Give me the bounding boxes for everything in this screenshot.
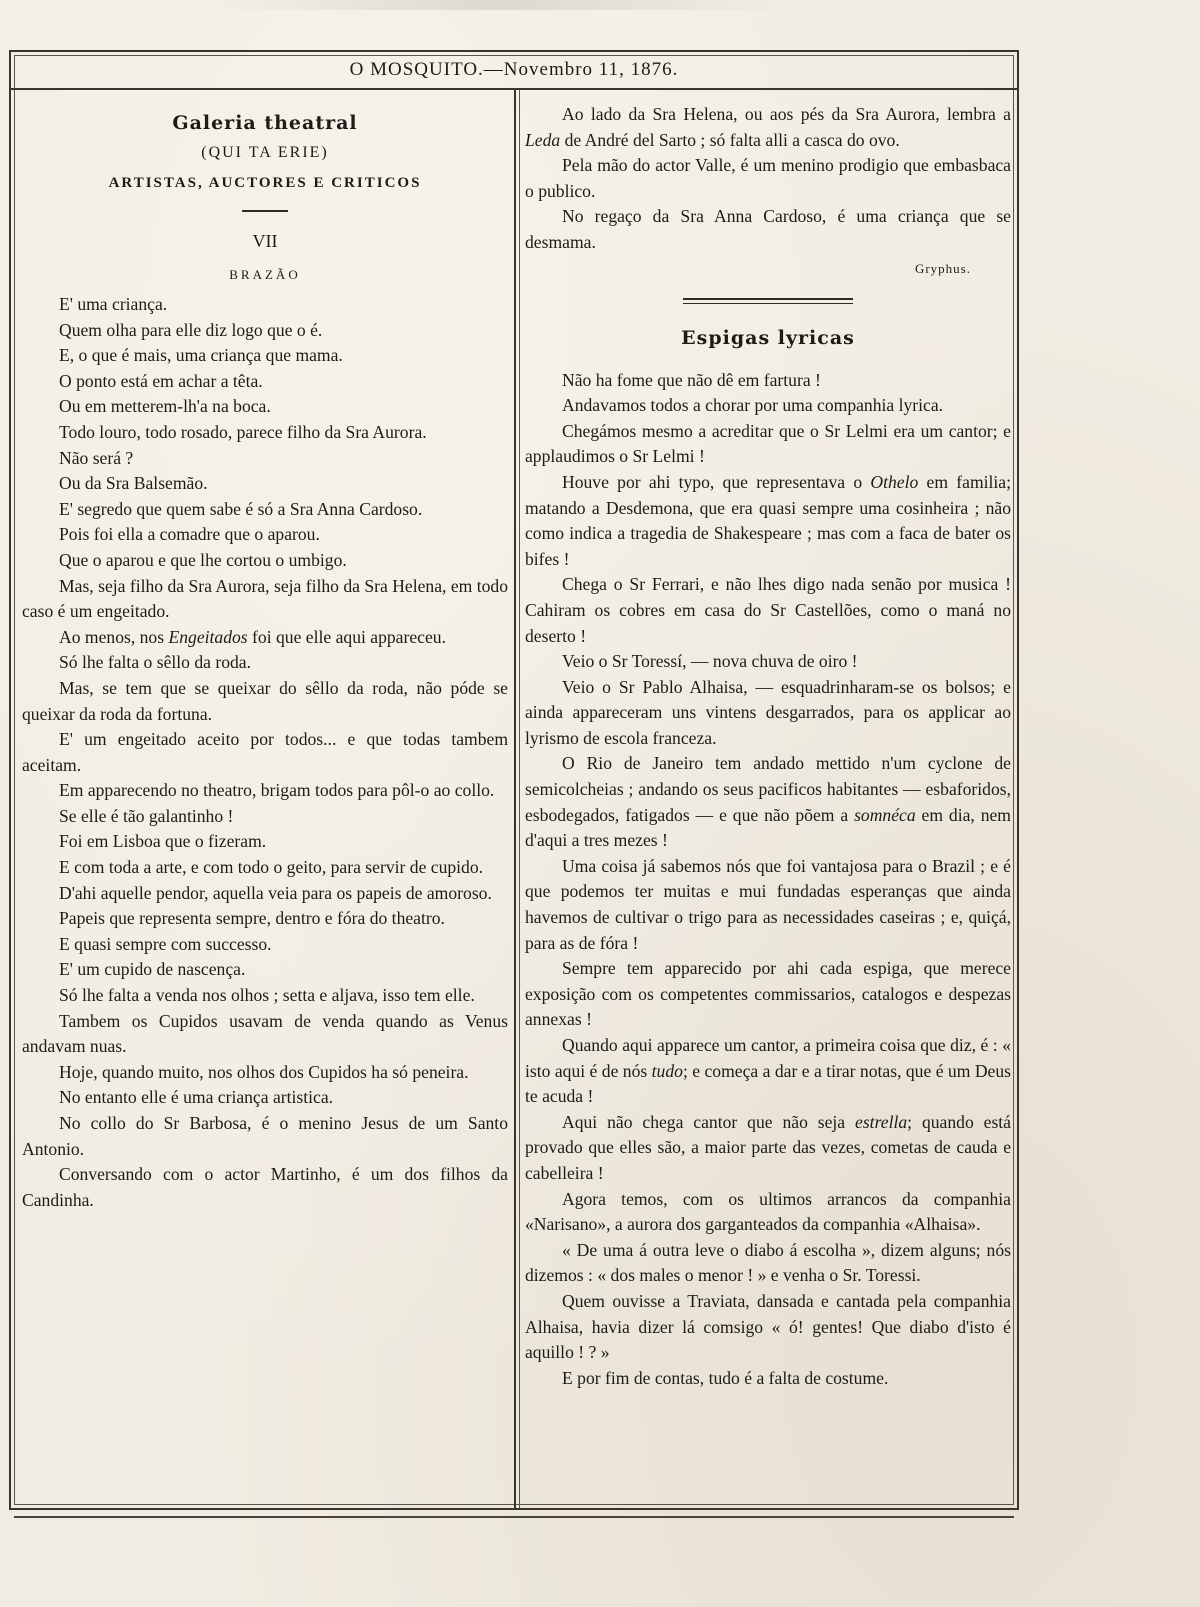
paragraph: Só lhe falta o sêllo da roda. [59, 652, 252, 673]
paragraph: E' uma criança. [59, 294, 168, 314]
text-run: O Rio de Janeiro tem andado mettido n'um cyclone de semicolcheias ; andando os seus pacificos habitantes — esbaforidos, esbodegados, fatigados — e que não põem a [525, 753, 1011, 825]
paragraph: Não ha fome que não dê em fartura ! [562, 369, 821, 390]
paragraph: Tambem os Cupidos usavam de venda quando as Venus andavam nuas. [22, 1010, 508, 1057]
paragraph: Andavamos todos a chorar por uma companhia lyrica. [562, 395, 944, 416]
paragraph [525, 1033, 1011, 1110]
series-label: (QUI TA ERIE) [201, 144, 329, 161]
paragraph: No regaço da Sra Anna Cardoso, é uma criança que se desmama. [525, 206, 1011, 252]
paragraph [525, 102, 1011, 153]
paragraph: Só lhe falta a venda nos olhos ; setta e aljava, isso tem elle. [59, 985, 475, 1006]
paragraph: Chega o Sr Ferrari, e não lhes digo nada senão por musica ! Cahiram os cobres em casa do Sr Castellões, como o maná no deserto ! [525, 574, 1011, 646]
paragraph: Foi em Lisboa que o fizeram. [59, 831, 267, 852]
paragraph: E quasi sempre com successo. [59, 933, 272, 954]
italic-word: tudo [651, 1060, 683, 1081]
paragraph: Ou da Sra Balsemão. [59, 473, 208, 494]
section-title: Galeria theatral [172, 112, 358, 134]
paragraph: Ou em metterem-lh'a na boca. [59, 396, 271, 417]
paragraph: E' um cupido de nascença. [59, 959, 246, 980]
paragraph [525, 1110, 1011, 1187]
paragraph: Se elle é tão galantinho ! [59, 805, 234, 826]
paragraph: Papeis que representa sempre, dentro e fóra do theatro. [59, 908, 445, 929]
bleed-through-mark [200, 0, 800, 10]
paragraph: Não será ? [59, 447, 134, 468]
paragraph: « De uma á outra leve o diabo á escolha », dizem alguns; nós dizemos : « dos males o menor ! » e venha o Sr. Toressi. [525, 1239, 1011, 1286]
column-divider [514, 90, 516, 1508]
paragraph: Mas, se tem que se queixar do sêllo da roda, não póde se queixar da roda da fortuna. [22, 677, 508, 724]
bottom-rule [14, 1516, 1014, 1518]
left-column [22, 102, 508, 1213]
text-run: de André del Sarto ; só falta alli a casca do ovo. [560, 129, 900, 150]
paragraph: Chegámos mesmo a acreditar que o Sr Lelmi era um cantor; e applaudimos o Sr Lelmi ! [525, 420, 1011, 467]
paragraph: Veio o Sr Pablo Alhaisa, — esquadrinharam-se os bolsos; e ainda appareceram uns vintens desgarrados, para os applicar ao lyrismo de escola franceza. [525, 676, 1011, 748]
paragraph: Todo louro, todo rosado, parece filho da Sra Aurora. [59, 421, 427, 442]
paragraph: E por fim de contas, tudo é a falta de costume. [562, 1367, 889, 1388]
paragraph: Quem olha para elle diz logo que o é. [59, 319, 323, 340]
right-column [525, 102, 1011, 1391]
paragraph: O ponto está em achar a têta. [59, 370, 263, 391]
paragraph: Quem ouvisse a Traviata, dansada e cantada pela companhia Alhaisa, havia dizer lá comsigo « ó! gentes! Que diabo d'isto é aquillo ! ? » [525, 1290, 1011, 1363]
paragraph: Sempre tem apparecido por ahi cada espiga, que merece exposição com os competentes commissarios, catalogos e despezas annexas ! [525, 958, 1011, 1030]
paragraph: No collo do Sr Barbosa, é o menino Jesus de um Santo Antonio. [22, 1113, 508, 1159]
paragraph: Em apparecendo no theatro, brigam todos para pôl-o ao collo. [59, 780, 495, 801]
title-rule [242, 210, 288, 212]
paragraph: Pois foi ella a comadre que o aparou. [59, 524, 320, 545]
masthead: O MOSQUITO.—Novembro 11, 1876. [11, 52, 1017, 90]
chapter-number: VII [252, 231, 278, 251]
paragraph: Agora temos, com os ultimos arrancos da companhia «Narisano», a aurora dos garganteados da companhia «Alhaisa». [525, 1188, 1011, 1235]
paragraph: Conversando com o actor Martinho, é um dos filhos da Candinha. [22, 1164, 508, 1210]
italic-word: estrella [855, 1111, 908, 1132]
paragraph: Mas, seja filho da Sra Aurora, seja filho da Sra Helena, em todo caso é um engeitado. [22, 575, 509, 622]
paragraph: E' um engeitado aceito por todos... e que todas tambem aceitam. [22, 729, 508, 775]
paragraph: E' segredo que quem sabe é só a Sra Anna Cardoso. [59, 498, 423, 519]
italic-word: somnéca [854, 804, 916, 825]
paragraph [525, 751, 1011, 853]
paragraph: Uma coisa já sabemos nós que foi vantajosa para o Brazil ; e é que podemos ter muitas e mui fundadas esperanças que ainda havemos de cultivar o trigo para as necessidades caseiras ; e, quiçá, para as de fóra ! [525, 855, 1011, 953]
text-run: em dia, nem d'aqui a tres mezes ! [525, 804, 1011, 851]
paragraph: E com toda a arte, e com todo o geito, para servir de cupido. [59, 857, 484, 878]
paragraph: No entanto elle é uma criança artistica. [59, 1087, 334, 1108]
italic-title: Engeitados [168, 626, 248, 647]
paragraph: Hoje, quando muito, nos olhos dos Cupidos ha só peneira. [59, 1061, 469, 1082]
subject-name: BRAZÃO [229, 267, 301, 282]
column-divider-inner [519, 90, 520, 1508]
text-run: em familia; matando a Desdemona, que era quasi sempre uma cosinheira ; não como indica a tragedia de Shakespeare ; mas com a faca de bater os bifes ! [525, 471, 1011, 569]
section-title: Espigas lyricas [681, 326, 855, 349]
text-run: Ao lado da Sra Helena, ou aos pés da Sra Aurora, lembra a [562, 104, 1011, 124]
text-run: ; e começa a dar e a tirar notas, que é um Deus te acuda ! [525, 1060, 1011, 1107]
section-subtitle: ARTISTAS, AUCTORES E CRITICOS [108, 175, 422, 191]
text-run: Quando aqui apparece um cantor, a primeira coisa que diz, é : « isto aqui é de nós [525, 1035, 1011, 1081]
paragraph: Veio o Sr Toressí, — nova chuva de oiro ! [562, 651, 858, 672]
italic-title: Leda [525, 129, 561, 150]
text-run: Aqui não chega cantor que não seja [562, 1111, 856, 1132]
paragraph: Pela mão do actor Valle, é um menino prodigio que embasbaca o publico. [525, 155, 1011, 201]
text-run: foi que elle aqui appareceu. [247, 626, 446, 647]
paragraph [525, 470, 1011, 572]
page-frame [9, 50, 1019, 1510]
paragraph [22, 625, 508, 651]
paragraph: D'ahi aquelle pendor, aquella veia para os papeis de amoroso. [59, 882, 492, 903]
author-signature: Gryphus. [914, 260, 971, 276]
paragraph: Que o aparou e que lhe cortou o umbigo. [59, 549, 347, 570]
text-run: ; quando está provado que elles são, a maior parte das vezes, cometas de cauda e cabelleira ! [525, 1111, 1011, 1183]
paragraph: E, o que é mais, uma criança que mama. [59, 345, 343, 366]
text-run: Ao menos, nos [59, 626, 169, 647]
section-separator [683, 298, 853, 304]
text-run: Houve por ahi typo, que representava o [562, 471, 871, 492]
italic-title: Othelo [870, 471, 919, 492]
